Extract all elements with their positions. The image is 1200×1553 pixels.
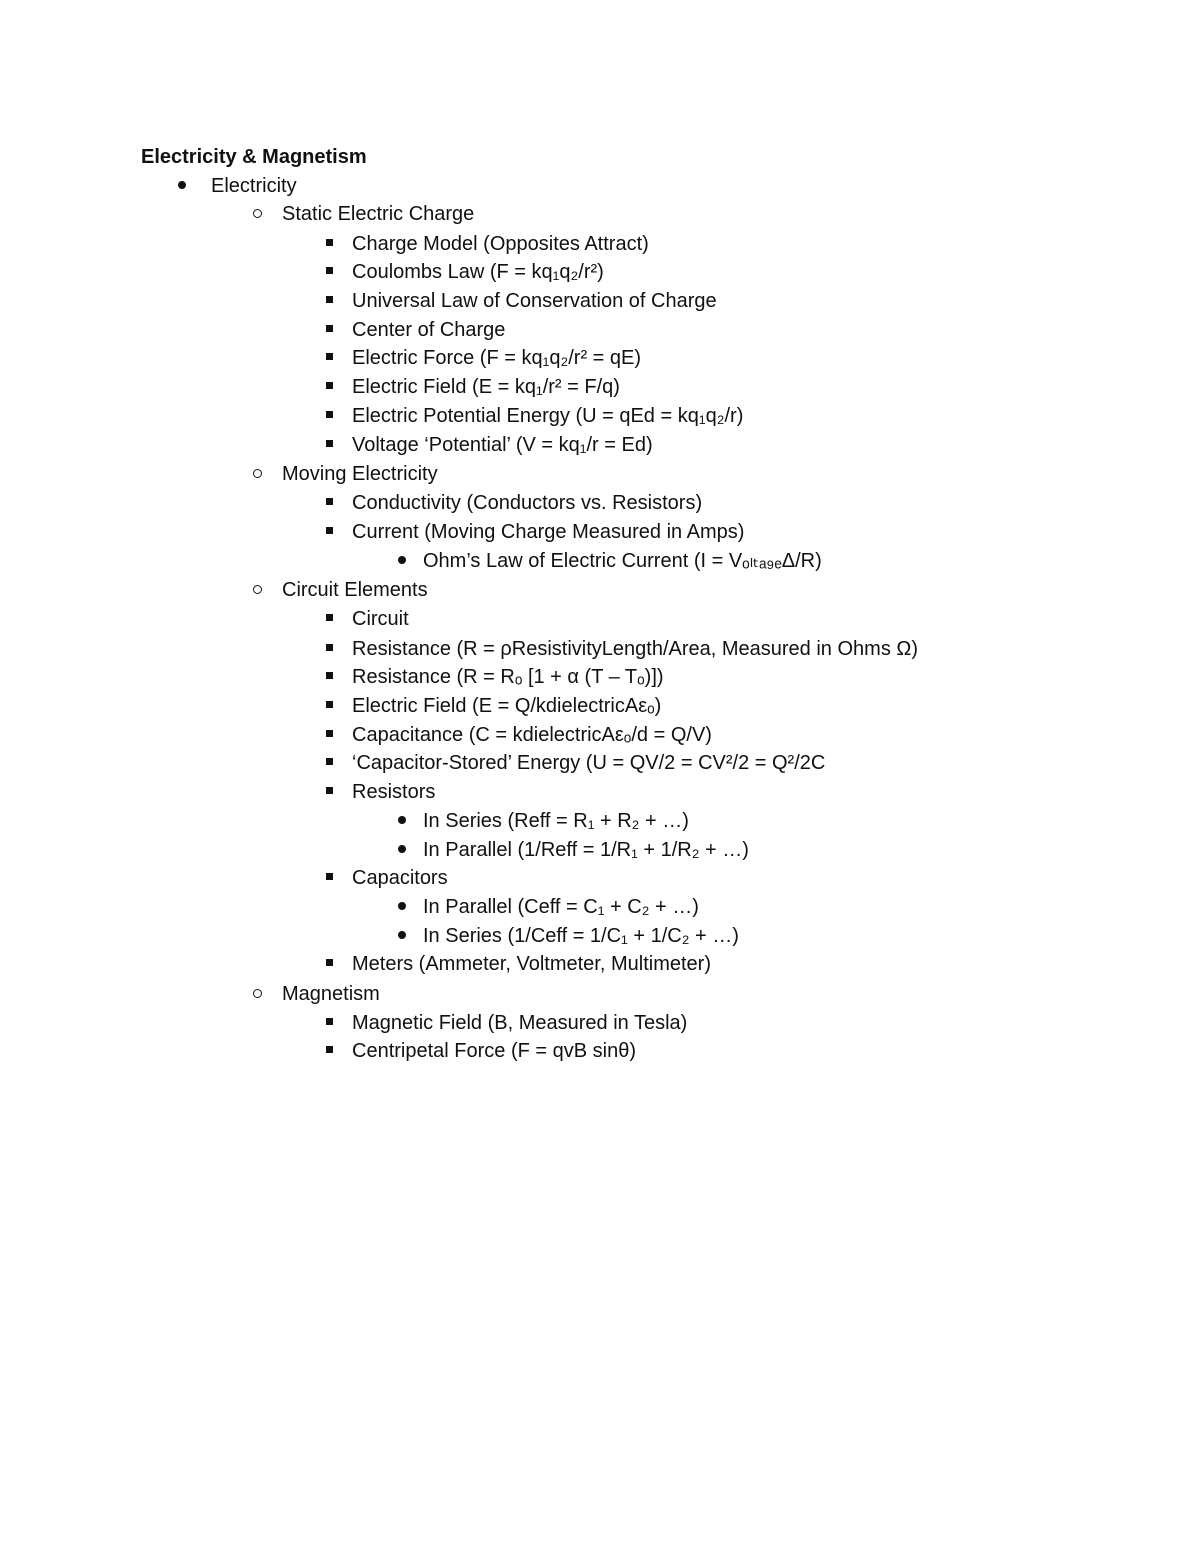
square-bullet-icon [319,1037,339,1065]
hollow-bullet-icon [247,460,267,488]
list-item-text: Coulombs Law (F = kq₁q₂/r²) [352,261,604,283]
square-bullet-icon [319,316,339,344]
page-title: Electricity & Magnetism [141,146,367,168]
list-item-text: Circuit [352,608,409,630]
hollow-bullet-icon [247,576,267,604]
list-item-text: In Parallel (1/Reff = 1/R₁ + 1/R₂ + …) [423,839,749,861]
list-item-level-3 [352,605,409,633]
list-item-text: Capacitance (C = kdielectricAεₒ/d = Q/V) [352,724,712,746]
list-item-text: Ohm’s Law of Electric Current (I = Vₒₗₜₐ₉ₑΔ/R) [423,550,822,572]
square-bullet-icon [319,1009,339,1037]
list-item-level-3 [352,344,641,372]
square-bullet-icon [319,258,339,286]
square-bullet-icon [319,778,339,806]
list-item-text: In Parallel (Ceff = C₁ + C₂ + …) [423,896,699,918]
list-item-level-3 [352,518,744,546]
list-item-text: Electric Field (E = kq₁/r² = F/q) [352,376,620,398]
list-item-level-3 [352,489,702,517]
square-bullet-icon [319,605,339,633]
list-item-level-3 [352,316,505,344]
list-item-level-3 [352,635,918,663]
list-item-text: Charge Model (Opposites Attract) [352,233,649,255]
square-bullet-icon [319,431,339,459]
list-item-level-4 [423,922,739,950]
list-item-level-4 [423,836,749,864]
list-item-text: Magnetism [282,983,380,1005]
list-item-level-4 [423,547,822,575]
square-bullet-icon [319,489,339,517]
list-item-text: Electric Field (E = Q/kdielectricAεₒ) [352,695,662,717]
list-item-text: Center of Charge [352,319,506,341]
list-item-level-2 [282,980,380,1008]
list-item-level-4 [423,807,689,835]
list-item-level-3 [352,258,604,286]
hollow-bullet-icon [247,200,267,228]
square-bullet-icon [319,344,339,372]
square-bullet-icon [319,663,339,691]
square-bullet-icon [319,864,339,892]
filled-bullet-icon [392,922,412,950]
list-item-level-3 [352,778,435,806]
list-item-text: Capacitors [352,867,448,889]
list-item-level-3 [352,287,717,315]
square-bullet-icon [319,230,339,258]
list-item-text: Current (Moving Charge Measured in Amps) [352,521,745,543]
list-item-text: Resistance (R = Rₒ [1 + α (T – Tₒ)]) [352,666,664,688]
square-bullet-icon [319,402,339,430]
hollow-bullet-icon [247,980,267,1008]
square-bullet-icon [319,373,339,401]
list-item-text: In Series (Reff = R₁ + R₂ + …) [423,810,689,832]
square-bullet-icon [319,950,339,978]
list-item-text: Magnetic Field (B, Measured in Tesla) [352,1012,688,1034]
filled-bullet-icon [172,172,192,200]
square-bullet-icon [319,635,339,663]
list-item-level-3 [352,950,711,978]
filled-bullet-icon [392,547,412,575]
list-item-level-3 [352,692,661,720]
square-bullet-icon [319,287,339,315]
list-item-level-3 [352,373,620,401]
list-item-text: Moving Electricity [282,463,438,485]
list-item-text: Circuit Elements [282,579,428,601]
list-item-level-3 [352,749,825,777]
list-item-level-3 [352,721,712,749]
list-item-text: Resistance (R = ρResistivityLength/Area, Measured in Ohms Ω) [352,638,918,660]
list-item-level-2 [282,460,438,488]
square-bullet-icon [319,518,339,546]
list-item-level-1 [211,172,297,200]
list-item-text: Electric Force (F = kq₁q₂/r² = qE) [352,347,642,369]
list-item-level-3 [352,1009,687,1037]
list-item-level-3 [352,230,649,258]
list-item-level-2 [282,576,428,604]
filled-bullet-icon [392,893,412,921]
list-item-level-3 [352,663,664,691]
list-item-text: ‘Capacitor-Stored’ Energy (U = QV/2 = CV²/2 = Q²/2C [352,752,826,774]
list-item-text: Voltage ‘Potential’ (V = kq₁/r = Ed) [352,434,653,456]
list-item-text: Electricity [211,175,297,197]
list-item-level-3 [352,402,743,430]
square-bullet-icon [319,749,339,777]
filled-bullet-icon [392,836,412,864]
list-item-text: Electric Potential Energy (U = qEd = kq₁q₂/r) [352,405,744,427]
square-bullet-icon [319,692,339,720]
filled-bullet-icon [392,807,412,835]
list-item-level-4 [423,893,699,921]
list-item-text: Resistors [352,781,436,803]
list-item-level-3 [352,431,653,459]
list-item-text: In Series (1/Ceff = 1/C₁ + 1/C₂ + …) [423,925,739,947]
list-item-level-3 [352,864,448,892]
list-item-text: Static Electric Charge [282,203,475,225]
list-item-text: Centripetal Force (F = qvB sinθ) [352,1040,636,1062]
list-item-level-3 [352,1037,636,1065]
square-bullet-icon [319,721,339,749]
list-item-text: Conductivity (Conductors vs. Resistors) [352,492,703,514]
list-item-level-2 [282,200,474,228]
list-item-text: Universal Law of Conservation of Charge [352,290,717,312]
list-item-text: Meters (Ammeter, Voltmeter, Multimeter) [352,953,711,975]
